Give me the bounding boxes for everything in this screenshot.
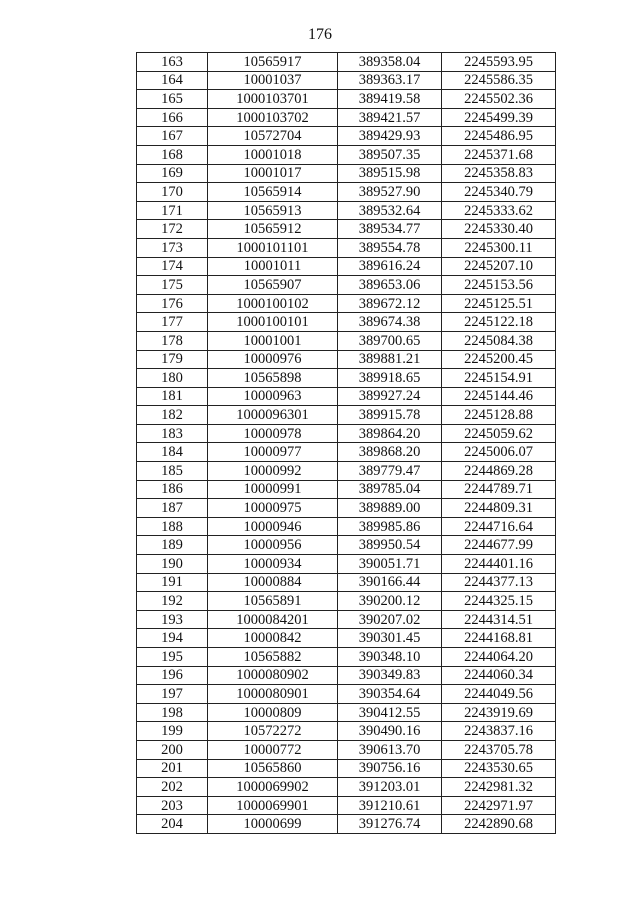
x-coordinate-cell: 390354.64 xyxy=(338,685,442,704)
point-id-cell: 10000991 xyxy=(208,480,338,499)
x-coordinate-cell: 391276.74 xyxy=(338,815,442,834)
table-row xyxy=(137,313,556,332)
x-coordinate-cell: 390349.83 xyxy=(338,666,442,685)
y-coordinate-cell: 2245122.18 xyxy=(442,313,556,332)
y-coordinate-cell: 2244060.34 xyxy=(442,666,556,685)
row-number-cell: 204 xyxy=(137,815,208,834)
y-coordinate-cell: 2245128.88 xyxy=(442,406,556,425)
table-row xyxy=(137,294,556,313)
y-coordinate-cell: 2245059.62 xyxy=(442,424,556,443)
point-id-cell: 10565907 xyxy=(208,276,338,295)
y-coordinate-cell: 2244809.31 xyxy=(442,499,556,518)
page-number: 176 xyxy=(308,26,332,43)
x-coordinate-cell: 390200.12 xyxy=(338,592,442,611)
x-coordinate-cell: 389421.57 xyxy=(338,108,442,127)
row-number-cell: 199 xyxy=(137,722,208,741)
point-id-cell: 10565914 xyxy=(208,183,338,202)
row-number-cell: 198 xyxy=(137,703,208,722)
point-id-cell: 1000080901 xyxy=(208,685,338,704)
y-coordinate-cell: 2243530.65 xyxy=(442,759,556,778)
table-row xyxy=(137,108,556,127)
row-number-cell: 201 xyxy=(137,759,208,778)
point-id-cell: 10001037 xyxy=(208,71,338,90)
row-number-cell: 182 xyxy=(137,406,208,425)
coordinates-table xyxy=(136,52,556,834)
x-coordinate-cell: 389779.47 xyxy=(338,462,442,481)
point-id-cell: 10000946 xyxy=(208,517,338,536)
row-number-cell: 188 xyxy=(137,517,208,536)
row-number-cell: 195 xyxy=(137,648,208,667)
y-coordinate-cell: 2244049.56 xyxy=(442,685,556,704)
row-number-cell: 192 xyxy=(137,592,208,611)
point-id-cell: 10000978 xyxy=(208,424,338,443)
y-coordinate-cell: 2244677.99 xyxy=(442,536,556,555)
x-coordinate-cell: 390412.55 xyxy=(338,703,442,722)
y-coordinate-cell: 2245207.10 xyxy=(442,257,556,276)
y-coordinate-cell: 2244401.16 xyxy=(442,555,556,574)
x-coordinate-cell: 389881.21 xyxy=(338,350,442,369)
point-id-cell: 10000975 xyxy=(208,499,338,518)
row-number-cell: 167 xyxy=(137,127,208,146)
x-coordinate-cell: 389507.35 xyxy=(338,145,442,164)
table-row xyxy=(137,406,556,425)
y-coordinate-cell: 2245330.40 xyxy=(442,220,556,239)
point-id-cell: 10565912 xyxy=(208,220,338,239)
x-coordinate-cell: 389864.20 xyxy=(338,424,442,443)
table-row xyxy=(137,610,556,629)
point-id-cell: 10565891 xyxy=(208,592,338,611)
y-coordinate-cell: 2242981.32 xyxy=(442,778,556,797)
table-row xyxy=(137,90,556,109)
point-id-cell: 10565882 xyxy=(208,648,338,667)
table-row xyxy=(137,517,556,536)
table-row xyxy=(137,238,556,257)
table-row xyxy=(137,555,556,574)
row-number-cell: 189 xyxy=(137,536,208,555)
row-number-cell: 170 xyxy=(137,183,208,202)
point-id-cell: 10000992 xyxy=(208,462,338,481)
x-coordinate-cell: 389534.77 xyxy=(338,220,442,239)
x-coordinate-cell: 390490.16 xyxy=(338,722,442,741)
row-number-cell: 173 xyxy=(137,238,208,257)
x-coordinate-cell: 389527.90 xyxy=(338,183,442,202)
x-coordinate-cell: 389672.12 xyxy=(338,294,442,313)
table-row xyxy=(137,350,556,369)
x-coordinate-cell: 389915.78 xyxy=(338,406,442,425)
y-coordinate-cell: 2245200.45 xyxy=(442,350,556,369)
table-row xyxy=(137,331,556,350)
row-number-cell: 184 xyxy=(137,443,208,462)
point-id-cell: 1000103701 xyxy=(208,90,338,109)
table-row xyxy=(137,536,556,555)
point-id-cell: 1000069901 xyxy=(208,796,338,815)
table-row xyxy=(137,220,556,239)
row-number-cell: 180 xyxy=(137,369,208,388)
point-id-cell: 10000934 xyxy=(208,555,338,574)
row-number-cell: 164 xyxy=(137,71,208,90)
x-coordinate-cell: 389616.24 xyxy=(338,257,442,276)
x-coordinate-cell: 389515.98 xyxy=(338,164,442,183)
point-id-cell: 10565913 xyxy=(208,201,338,220)
y-coordinate-cell: 2243837.16 xyxy=(442,722,556,741)
row-number-cell: 196 xyxy=(137,666,208,685)
row-number-cell: 197 xyxy=(137,685,208,704)
table-row xyxy=(137,648,556,667)
y-coordinate-cell: 2245586.35 xyxy=(442,71,556,90)
point-id-cell: 10565898 xyxy=(208,369,338,388)
point-id-cell: 10001018 xyxy=(208,145,338,164)
point-id-cell: 10000956 xyxy=(208,536,338,555)
point-id-cell: 1000084201 xyxy=(208,610,338,629)
table-row xyxy=(137,71,556,90)
x-coordinate-cell: 389532.64 xyxy=(338,201,442,220)
row-number-cell: 172 xyxy=(137,220,208,239)
table-row xyxy=(137,424,556,443)
table-row xyxy=(137,796,556,815)
y-coordinate-cell: 2243705.78 xyxy=(442,740,556,759)
x-coordinate-cell: 390051.71 xyxy=(338,555,442,574)
point-id-cell: 10001011 xyxy=(208,257,338,276)
point-id-cell: 1000100102 xyxy=(208,294,338,313)
y-coordinate-cell: 2244325.15 xyxy=(442,592,556,611)
row-number-cell: 193 xyxy=(137,610,208,629)
point-id-cell: 10000977 xyxy=(208,443,338,462)
y-coordinate-cell: 2244716.64 xyxy=(442,517,556,536)
x-coordinate-cell: 389419.58 xyxy=(338,90,442,109)
point-id-cell: 1000101101 xyxy=(208,238,338,257)
x-coordinate-cell: 390207.02 xyxy=(338,610,442,629)
point-id-cell: 10000772 xyxy=(208,740,338,759)
x-coordinate-cell: 389950.54 xyxy=(338,536,442,555)
y-coordinate-cell: 2245499.39 xyxy=(442,108,556,127)
table-row xyxy=(137,127,556,146)
x-coordinate-cell: 389653.06 xyxy=(338,276,442,295)
table-row xyxy=(137,387,556,406)
table-row xyxy=(137,815,556,834)
table-row xyxy=(137,257,556,276)
row-number-cell: 203 xyxy=(137,796,208,815)
y-coordinate-cell: 2245144.46 xyxy=(442,387,556,406)
point-id-cell: 1000103702 xyxy=(208,108,338,127)
table-row xyxy=(137,369,556,388)
x-coordinate-cell: 391210.61 xyxy=(338,796,442,815)
point-id-cell: 1000069902 xyxy=(208,778,338,797)
y-coordinate-cell: 2244064.20 xyxy=(442,648,556,667)
point-id-cell: 10572272 xyxy=(208,722,338,741)
x-coordinate-cell: 389927.24 xyxy=(338,387,442,406)
x-coordinate-cell: 389674.38 xyxy=(338,313,442,332)
y-coordinate-cell: 2244869.28 xyxy=(442,462,556,481)
y-coordinate-cell: 2245006.07 xyxy=(442,443,556,462)
row-number-cell: 186 xyxy=(137,480,208,499)
table-row xyxy=(137,722,556,741)
table-row xyxy=(137,462,556,481)
y-coordinate-cell: 2245333.62 xyxy=(442,201,556,220)
table-row xyxy=(137,778,556,797)
x-coordinate-cell: 389363.17 xyxy=(338,71,442,90)
table-row xyxy=(137,276,556,295)
row-number-cell: 200 xyxy=(137,740,208,759)
table-row xyxy=(137,740,556,759)
y-coordinate-cell: 2242971.97 xyxy=(442,796,556,815)
point-id-cell: 1000080902 xyxy=(208,666,338,685)
table-row xyxy=(137,145,556,164)
row-number-cell: 175 xyxy=(137,276,208,295)
table-row xyxy=(137,759,556,778)
x-coordinate-cell: 390166.44 xyxy=(338,573,442,592)
x-coordinate-cell: 390613.70 xyxy=(338,740,442,759)
x-coordinate-cell: 389918.65 xyxy=(338,369,442,388)
point-id-cell: 10565860 xyxy=(208,759,338,778)
y-coordinate-cell: 2244377.13 xyxy=(442,573,556,592)
table-row xyxy=(137,201,556,220)
table-row xyxy=(137,499,556,518)
y-coordinate-cell: 2244314.51 xyxy=(442,610,556,629)
row-number-cell: 176 xyxy=(137,294,208,313)
x-coordinate-cell: 389554.78 xyxy=(338,238,442,257)
row-number-cell: 202 xyxy=(137,778,208,797)
row-number-cell: 187 xyxy=(137,499,208,518)
table-row xyxy=(137,183,556,202)
point-id-cell: 10000699 xyxy=(208,815,338,834)
table-body xyxy=(137,53,556,834)
table-row xyxy=(137,573,556,592)
row-number-cell: 181 xyxy=(137,387,208,406)
x-coordinate-cell: 389868.20 xyxy=(338,443,442,462)
y-coordinate-cell: 2245125.51 xyxy=(442,294,556,313)
y-coordinate-cell: 2245300.11 xyxy=(442,238,556,257)
row-number-cell: 191 xyxy=(137,573,208,592)
row-number-cell: 190 xyxy=(137,555,208,574)
point-id-cell: 1000096301 xyxy=(208,406,338,425)
y-coordinate-cell: 2245153.56 xyxy=(442,276,556,295)
x-coordinate-cell: 389985.86 xyxy=(338,517,442,536)
row-number-cell: 168 xyxy=(137,145,208,164)
point-id-cell: 10001001 xyxy=(208,331,338,350)
x-coordinate-cell: 389889.00 xyxy=(338,499,442,518)
row-number-cell: 163 xyxy=(137,53,208,72)
table-row xyxy=(137,443,556,462)
point-id-cell: 10000842 xyxy=(208,629,338,648)
row-number-cell: 179 xyxy=(137,350,208,369)
point-id-cell: 10565917 xyxy=(208,53,338,72)
x-coordinate-cell: 389785.04 xyxy=(338,480,442,499)
point-id-cell: 10001017 xyxy=(208,164,338,183)
y-coordinate-cell: 2244789.71 xyxy=(442,480,556,499)
row-number-cell: 177 xyxy=(137,313,208,332)
row-number-cell: 171 xyxy=(137,201,208,220)
y-coordinate-cell: 2242890.68 xyxy=(442,815,556,834)
row-number-cell: 169 xyxy=(137,164,208,183)
x-coordinate-cell: 389700.65 xyxy=(338,331,442,350)
y-coordinate-cell: 2245340.79 xyxy=(442,183,556,202)
x-coordinate-cell: 390301.45 xyxy=(338,629,442,648)
row-number-cell: 178 xyxy=(137,331,208,350)
table-row xyxy=(137,703,556,722)
point-id-cell: 10000809 xyxy=(208,703,338,722)
row-number-cell: 174 xyxy=(137,257,208,276)
row-number-cell: 165 xyxy=(137,90,208,109)
point-id-cell: 10572704 xyxy=(208,127,338,146)
row-number-cell: 194 xyxy=(137,629,208,648)
table-row xyxy=(137,592,556,611)
y-coordinate-cell: 2245154.91 xyxy=(442,369,556,388)
table-row xyxy=(137,666,556,685)
x-coordinate-cell: 391203.01 xyxy=(338,778,442,797)
table-row xyxy=(137,480,556,499)
row-number-cell: 166 xyxy=(137,108,208,127)
x-coordinate-cell: 390348.10 xyxy=(338,648,442,667)
table-row xyxy=(137,164,556,183)
point-id-cell: 10000976 xyxy=(208,350,338,369)
table-row xyxy=(137,53,556,72)
y-coordinate-cell: 2245358.83 xyxy=(442,164,556,183)
row-number-cell: 185 xyxy=(137,462,208,481)
point-id-cell: 1000100101 xyxy=(208,313,338,332)
table-row xyxy=(137,629,556,648)
y-coordinate-cell: 2245486.95 xyxy=(442,127,556,146)
point-id-cell: 10000963 xyxy=(208,387,338,406)
row-number-cell: 183 xyxy=(137,424,208,443)
x-coordinate-cell: 389429.93 xyxy=(338,127,442,146)
y-coordinate-cell: 2245502.36 xyxy=(442,90,556,109)
y-coordinate-cell: 2243919.69 xyxy=(442,703,556,722)
x-coordinate-cell: 389358.04 xyxy=(338,53,442,72)
table-row xyxy=(137,685,556,704)
y-coordinate-cell: 2245593.95 xyxy=(442,53,556,72)
y-coordinate-cell: 2245084.38 xyxy=(442,331,556,350)
y-coordinate-cell: 2244168.81 xyxy=(442,629,556,648)
x-coordinate-cell: 390756.16 xyxy=(338,759,442,778)
y-coordinate-cell: 2245371.68 xyxy=(442,145,556,164)
point-id-cell: 10000884 xyxy=(208,573,338,592)
